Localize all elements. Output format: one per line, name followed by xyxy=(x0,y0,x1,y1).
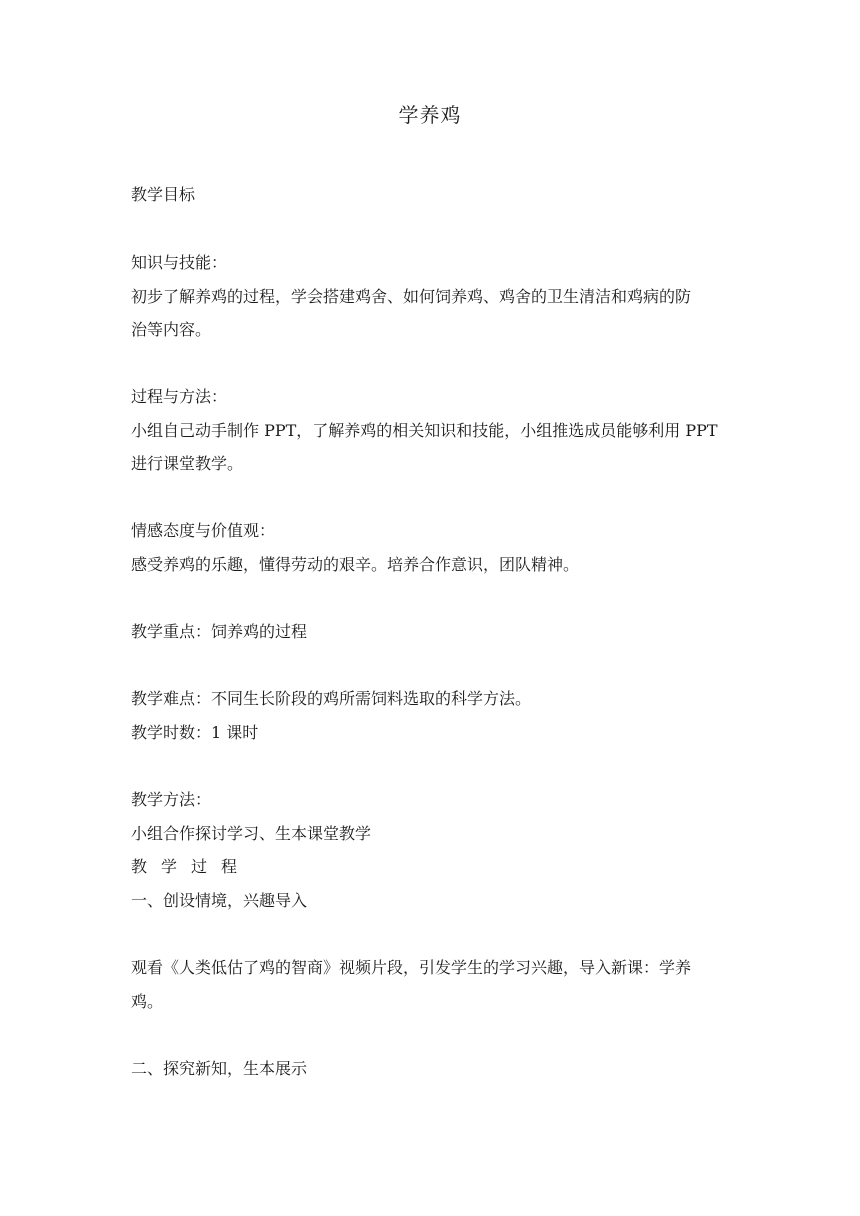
emotion-text-line-1: 感受养鸡的乐趣，懂得劳动的艰辛。培养合作意识，团队精神。 xyxy=(131,555,580,574)
key-point: 教学重点：饲养鸡的过程 xyxy=(131,622,308,641)
section-1-text-line-1: 观看《人类低估了鸡的智商》视频片段，引发学生的学习兴趣，导入新课：学养 xyxy=(131,958,692,977)
section-1-heading: 一、创设情境，兴趣导入 xyxy=(131,891,308,910)
emotion-heading: 情感态度与价值观： xyxy=(131,521,276,540)
section-2-heading: 二、探究新知，生本展示 xyxy=(131,1059,308,1078)
process-method-heading: 过程与方法： xyxy=(131,387,228,406)
document-title: 学养鸡 xyxy=(398,103,462,127)
objectives-heading: 教学目标 xyxy=(131,185,196,204)
method-text-line-1: 小组合作探讨学习、生本课堂教学 xyxy=(131,824,372,843)
section-1-text-line-2: 鸡。 xyxy=(131,992,164,1011)
knowledge-text-line-2: 治等内容。 xyxy=(131,320,212,339)
process-method-line-1: 小组自己动手制作 PPT，了解养鸡的相关知识和技能，小组推选成员能够利用 PPT xyxy=(131,421,718,440)
knowledge-heading: 知识与技能： xyxy=(131,253,228,272)
process-method-line-2: 进行课堂教学。 xyxy=(131,454,244,473)
difficulty: 教学难点：不同生长阶段的鸡所需饲料选取的科学方法。 xyxy=(131,689,532,708)
method-heading: 教学方法： xyxy=(131,790,212,809)
teaching-hours: 教学时数：1 课时 xyxy=(131,723,259,742)
knowledge-text-line-1: 初步了解养鸡的过程，学会搭建鸡舍、如何饲养鸡、鸡舍的卫生清洁和鸡病的防 xyxy=(131,287,692,306)
teaching-process-title: 教学过程 xyxy=(131,857,252,876)
